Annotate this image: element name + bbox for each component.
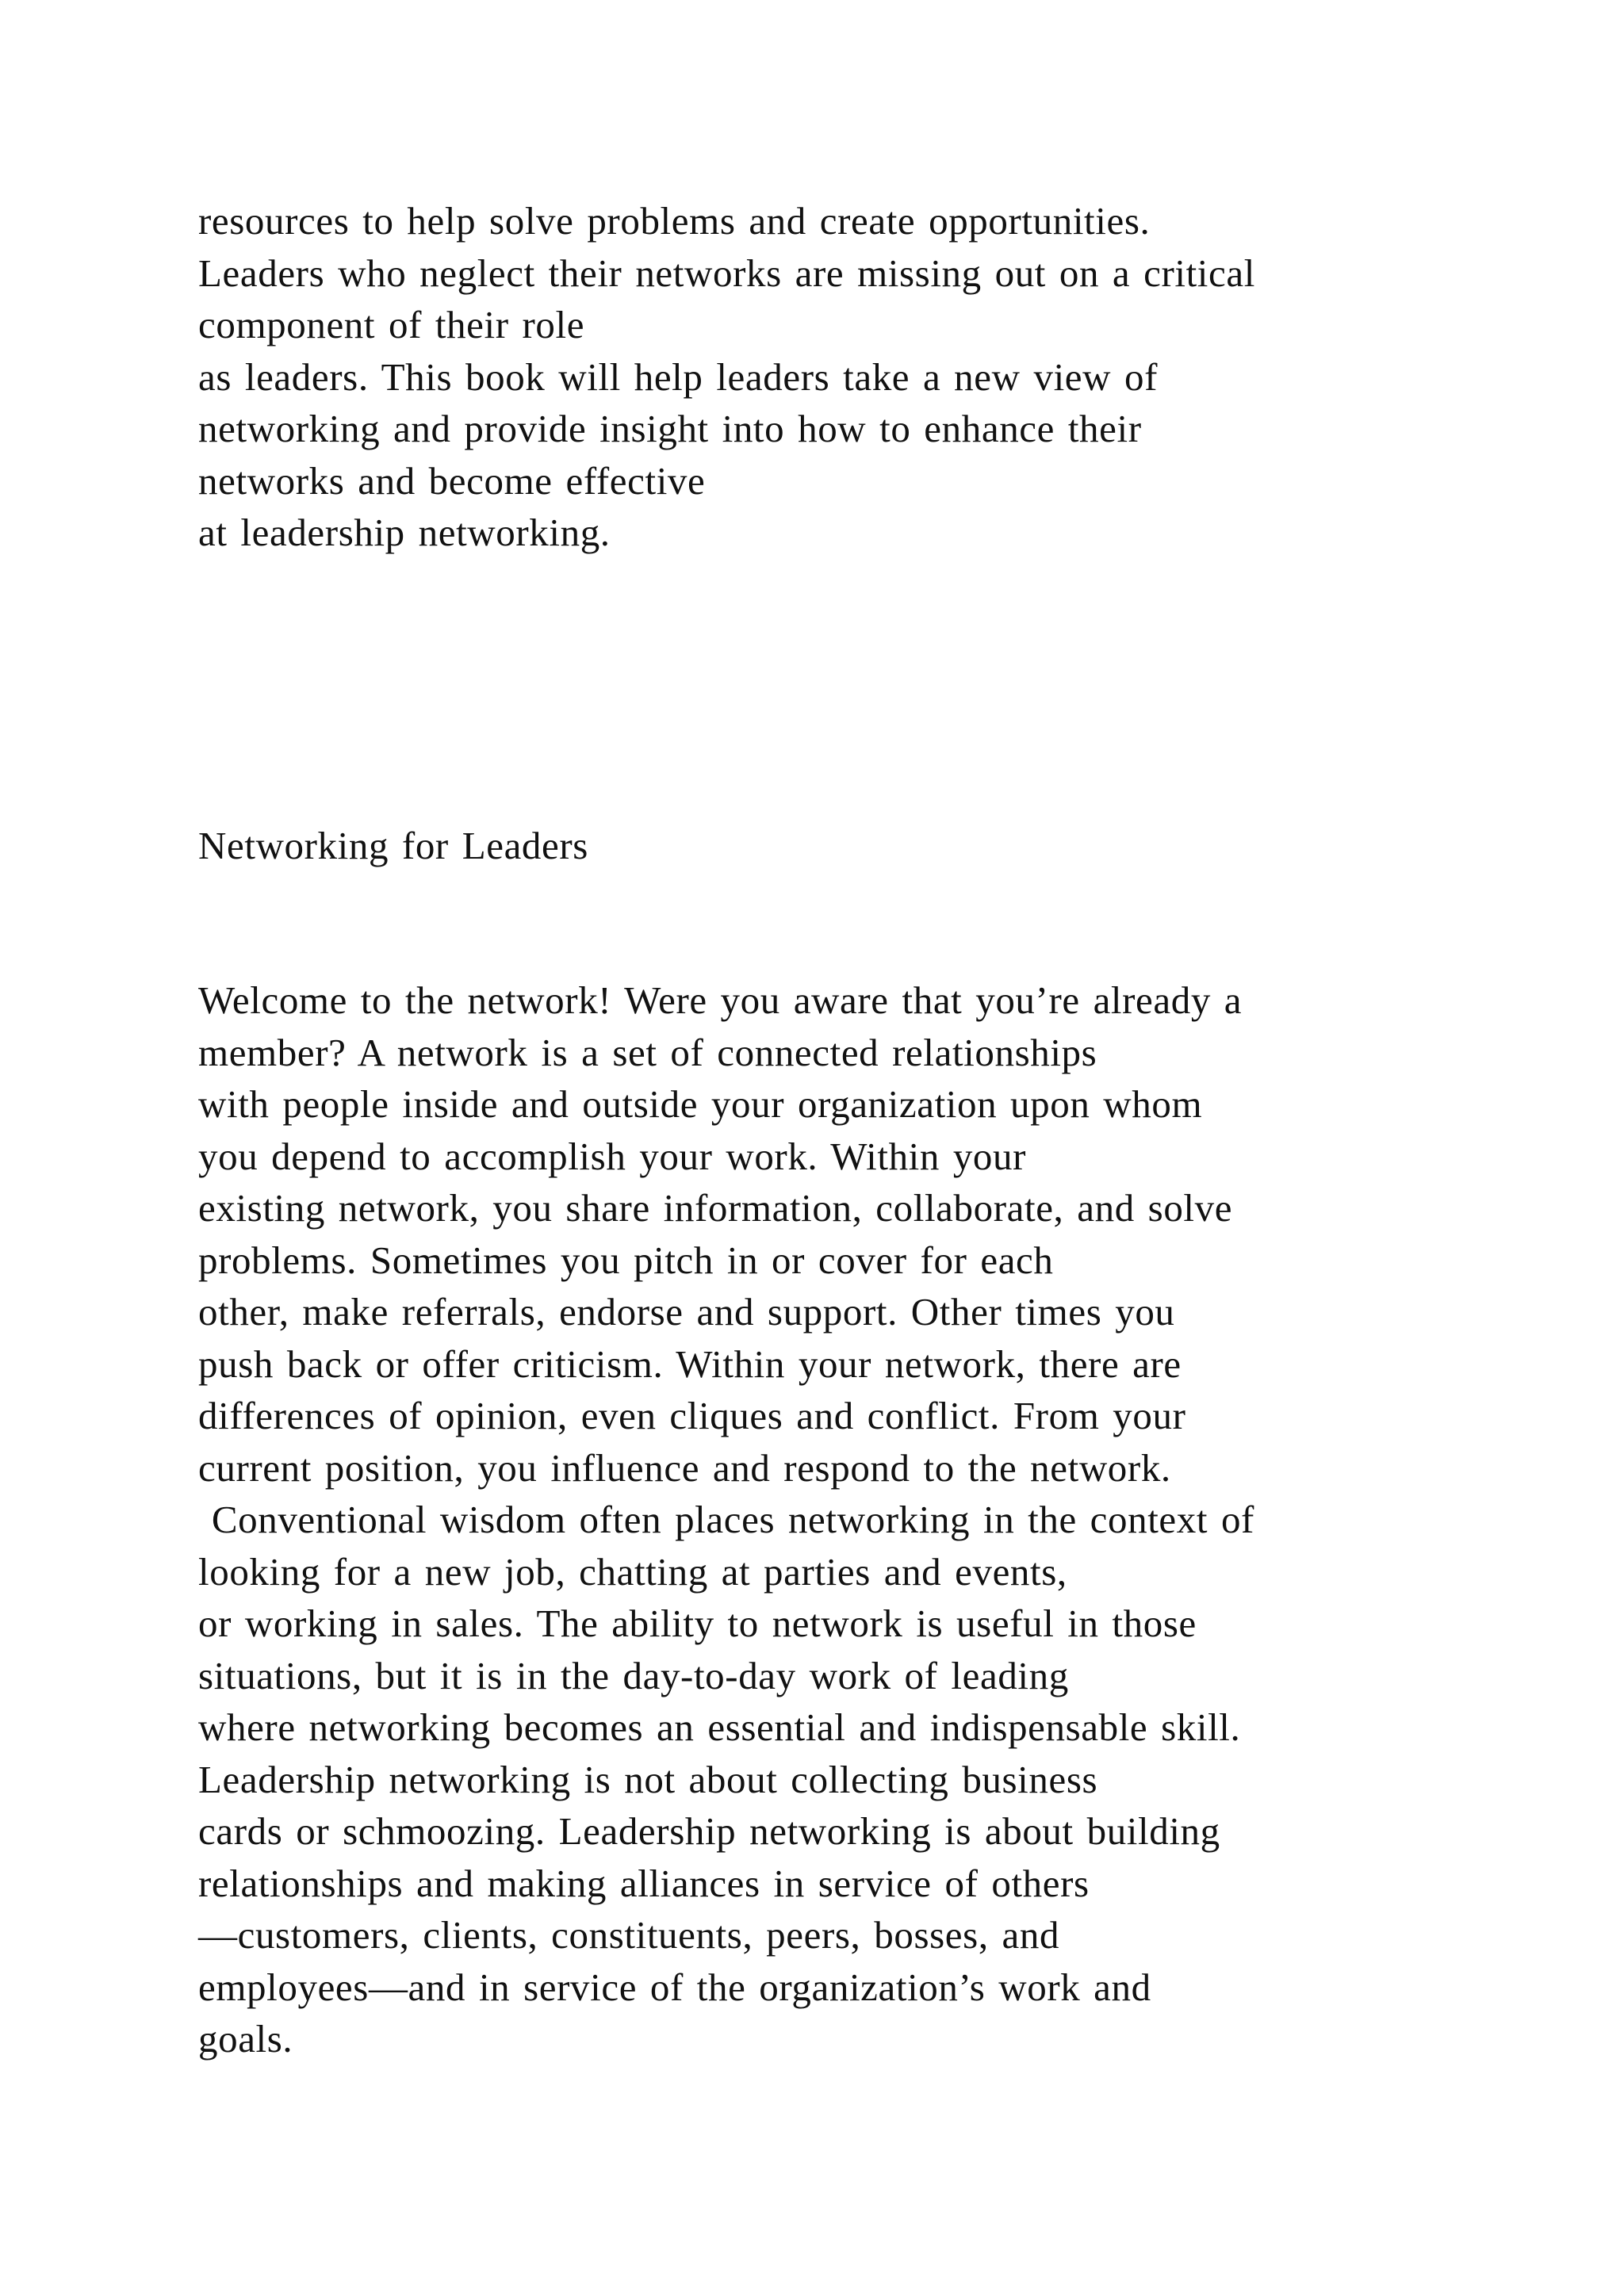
text-line: resources to help solve problems and create opportunities. <box>198 199 1151 243</box>
text-line: Conventional wisdom often places networking in the context of <box>198 1498 1254 1541</box>
section-heading <box>198 820 1594 872</box>
text-line: existing network, you share information, collaborate, and solve <box>198 1186 1233 1230</box>
text-line: member? A network is a set of connected relationships <box>198 1030 1097 1074</box>
text-line: networks and become effective <box>198 458 706 503</box>
text-line: relationships and making alliances in service of others <box>198 1861 1090 1905</box>
text-line: situations, but it is in the day-to-day work of leading <box>198 1653 1069 1697</box>
text-line: where networking becomes an essential and indispensable skill. <box>198 1705 1241 1749</box>
text-line: you depend to accomplish your work. Within your <box>198 1134 1027 1178</box>
text-line: —customers, clients, constituents, peers, bosses, and <box>198 1913 1060 1957</box>
text-line: networking and provide insight into how to enhance their <box>198 407 1142 450</box>
text-line: problems. Sometimes you pitch in or cover for each <box>198 1238 1054 1282</box>
text-line: current position, you influence and respond to the network. <box>198 1445 1171 1490</box>
intro-paragraph <box>198 195 1594 559</box>
text-line: goals. <box>198 2017 293 2061</box>
text-line: looking for a new job, chatting at parties and events, <box>198 1549 1067 1594</box>
text-line: as leaders. This book will help leaders take a new view of <box>198 354 1158 399</box>
text-line: employees—and in service of the organization’s work and <box>198 1965 1151 2009</box>
text-line: cards or schmoozing. Leadership networking is about building <box>198 1809 1220 1853</box>
text-line: differences of opinion, even cliques and conflict. From your <box>198 1394 1186 1437</box>
text-line: Leaders who neglect their networks are missing out on a critical <box>198 251 1255 295</box>
text-line: or working in sales. The ability to network is useful in those <box>198 1601 1197 1645</box>
text-line: other, make referrals, endorse and support. Other times you <box>198 1290 1175 1334</box>
text-line: with people inside and outside your organization upon whom <box>198 1082 1203 1126</box>
text-line: Leadership networking is not about collecting business <box>198 1757 1098 1801</box>
text-line: component of their role <box>198 303 585 346</box>
text-line: at leadership networking. <box>198 511 611 554</box>
heading-text: Networking for Leaders <box>198 824 588 867</box>
text-line: push back or offer criticism. Within your network, there are <box>198 1341 1182 1386</box>
text-line: Welcome to the network! Were you aware that you’re already a <box>198 978 1243 1022</box>
body-paragraph <box>198 974 1594 2065</box>
